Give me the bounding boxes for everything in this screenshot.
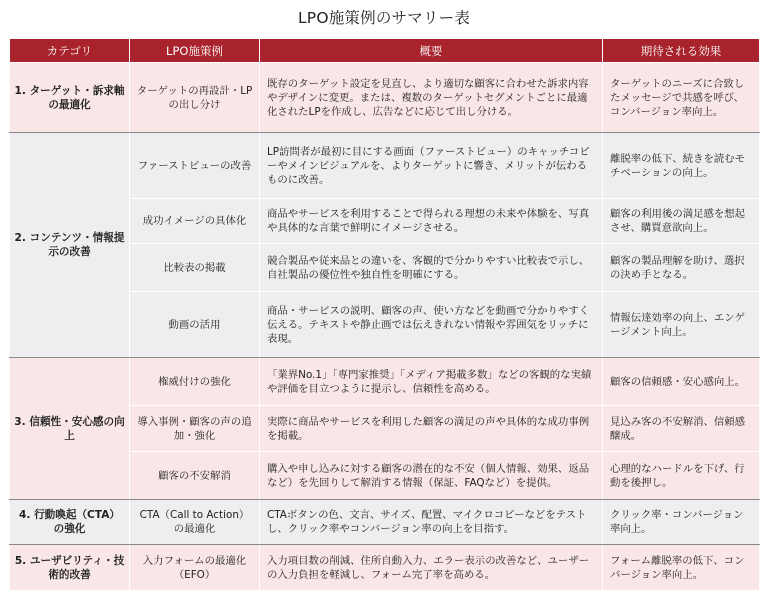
header-category: カテゴリ <box>10 39 130 63</box>
table-row <box>10 133 760 199</box>
effect-cell: 見込み客の不安解消、信頼感醸成。 <box>603 406 760 452</box>
summary-table <box>9 38 760 591</box>
effect-cell: 顧客の利用後の満足感を想起させ、購買意欲向上。 <box>603 199 760 244</box>
example-cell: ターゲットの再設計・LPの出し分け <box>130 63 260 133</box>
category-cell: 5. ユーザビリティ・技術的改善 <box>10 545 130 591</box>
effect-cell: フォーム離脱率の低下、コンバージョン率向上。 <box>603 545 760 591</box>
effect-cell: ターゲットのニーズに合致したメッセージで共感を呼び、コンバージョン率向上。 <box>603 63 760 133</box>
page-title: LPO施策例のサマリー表 <box>297 9 471 27</box>
overview-cell: 商品・サービスの説明、顧客の声、使い方などを動画で分かりやすく伝える。テキストや静止画では伝えきれない情報や雰囲気をリッチに表現。 <box>260 292 603 358</box>
table-row <box>10 500 760 545</box>
header-example: LPO施策例 <box>130 39 260 63</box>
example-cell: 成功イメージの具体化 <box>130 199 260 244</box>
effect-cell: クリック率・コンバージョン率向上。 <box>603 500 760 545</box>
overview-cell: 購入や申し込みに対する顧客の潜在的な不安（個人情報、効果、返品など）を先回りして解消する情報（保証、FAQなど）を提供。 <box>260 452 603 500</box>
overview-cell: LP訪問者が最初に目にする画面（ファーストビュー）のキャッチコピーやメインビジュアルを、よりターゲットに響き、メリットが伝わるものに改善。 <box>260 133 603 199</box>
example-cell: CTA（Call to Action）の最適化 <box>130 500 260 545</box>
example-cell: 動画の活用 <box>130 292 260 358</box>
effect-cell: 顧客の信頼感・安心感向上。 <box>603 358 760 406</box>
overview-cell: 入力項目数の削減、住所自動入力、エラー表示の改善など、ユーザーの入力負担を軽減し、フォーム完了率を高める。 <box>260 545 603 591</box>
overview-cell: CTAボタンの色、文言、サイズ、配置、マイクロコピーなどをテストし、クリック率やコンバージョン率の向上を目指す。 <box>260 500 603 545</box>
table-header-row <box>10 39 760 63</box>
category-cell: 3. 信頼性・安心感の向上 <box>10 358 130 500</box>
example-cell: ファーストビューの改善 <box>130 133 260 199</box>
overview-cell: 実際に商品やサービスを利用した顧客の満足の声や具体的な成功事例を掲載。 <box>260 406 603 452</box>
overview-cell: 競合製品や従来品との違いを、客観的で分かりやすい比較表で示し、自社製品の優位性や独自性を明確にする。 <box>260 244 603 292</box>
overview-cell: 既存のターゲット設定を見直し、より適切な顧客に合わせた訴求内容やデザインに変更。または、複数のターゲットセグメントごとに最適化されたLPを作成し、広告などに応じて出し分ける。 <box>260 63 603 133</box>
overview-cell: 商品やサービスを利用することで得られる理想の未来や体験を、写真や具体的な言葉で鮮明にイメージさせる。 <box>260 199 603 244</box>
example-cell: 入力フォームの最適化（EFO） <box>130 545 260 591</box>
category-cell: 2. コンテンツ・情報提示の改善 <box>10 133 130 358</box>
category-cell: 4. 行動喚起（CTA）の強化 <box>10 500 130 545</box>
header-overview: 概要 <box>260 39 603 63</box>
effect-cell: 離脱率の低下、続きを読むモチベーションの向上。 <box>603 133 760 199</box>
header-effect: 期待される効果 <box>603 39 760 63</box>
example-cell: 導入事例・顧客の声の追加・強化 <box>130 406 260 452</box>
table-row <box>10 63 760 133</box>
table-row <box>10 358 760 406</box>
overview-cell: 「業界No.1」「専門家推奨」「メディア掲載多数」などの客観的な実績や評価を目立つように提示し、信頼性を高める。 <box>260 358 603 406</box>
example-cell: 権威付けの強化 <box>130 358 260 406</box>
category-cell: 1. ターゲット・訴求軸の最適化 <box>10 63 130 133</box>
effect-cell: 情報伝達効率の向上、エンゲージメント向上。 <box>603 292 760 358</box>
table-row <box>10 545 760 591</box>
effect-cell: 心理的なハードルを下げ、行動を後押し。 <box>603 452 760 500</box>
example-cell: 比較表の掲載 <box>130 244 260 292</box>
effect-cell: 顧客の製品理解を助け、選択の決め手となる。 <box>603 244 760 292</box>
example-cell: 顧客の不安解消 <box>130 452 260 500</box>
